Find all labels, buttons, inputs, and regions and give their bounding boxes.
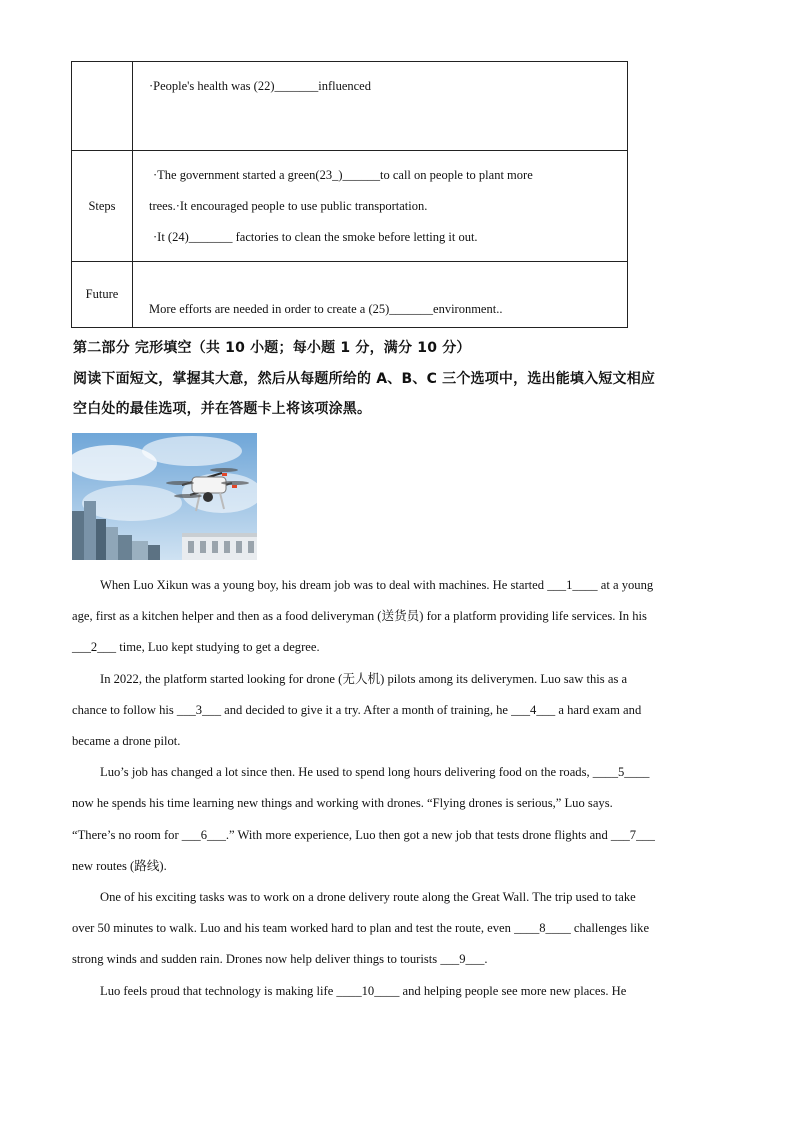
passage-line: ___2___ time, Luo kept studying to get a degree. [72, 640, 320, 655]
row-content-future [133, 262, 628, 328]
passage [72, 570, 722, 1007]
table-row-steps [72, 151, 628, 262]
passage-line: new routes (路线). [72, 858, 167, 873]
drone-photo [72, 433, 257, 560]
future-line: More efforts are needed in order to create a (25)_______environment.. [149, 302, 503, 316]
drone-over-city-image [72, 433, 257, 560]
steps-line-1: ·The government started a green(23_)______to call on people to plant more [153, 167, 533, 182]
row-label-empty [72, 62, 133, 151]
passage-line: age, first as a kitchen helper and then as a food deliveryman (送货员) for a platform providing life services. In his [72, 609, 647, 624]
passage-line: When Luo Xikun was a young boy, his dream job was to deal with machines. He started ___1____ at a young [100, 578, 654, 592]
row-label-steps: Steps [72, 151, 133, 262]
health-line: ·People's health was (22)_______influenced [149, 79, 371, 93]
table-row-health [72, 62, 628, 151]
passage-line: “There’s no room for ___6___.” With more experience, Luo then got a new job that tests drone flights and ___7___ [72, 827, 655, 842]
row-label-future: Future [72, 262, 133, 328]
passage-line: became a drone pilot. [72, 734, 181, 749]
instruction-line-1: 阅读下面短文，掌握其大意，然后从每题所给的 A、B、C 三个选项中，选出能填入短文相应 [73, 371, 656, 387]
row-content-steps [133, 151, 628, 262]
passage-line: One of his exciting tasks was to work on a drone delivery route along the Great Wall. The trip used to take [100, 890, 636, 905]
passage-line: In 2022, the platform started looking for drone (无人机) pilots among its deliverymen. Luo saw this as a [100, 671, 628, 686]
row-content-health [133, 62, 628, 151]
passage-line: Luo feels proud that technology is making life ____10____ and helping people see more new places. He [100, 983, 627, 998]
steps-line-3: ·It (24)_______ factories to clean the smoke before letting it out. [153, 229, 478, 244]
summary-table [71, 61, 628, 328]
instruction-line-2: 空白处的最佳选项，并在答题卡上将该项涂黑。 [73, 401, 372, 417]
passage-line: Luo’s job has changed a lot since then. He used to spend long hours delivering food on the roads, ____5____ [100, 765, 650, 780]
passage-line: strong winds and sudden rain. Drones now help deliver things to tourists ___9___. [72, 952, 488, 967]
steps-line-2: trees.·It encouraged people to use public transportation. [149, 198, 428, 213]
passage-line: now he spends his time learning new things and working with drones. “Flying drones is serious,” Luo says. [72, 796, 613, 811]
passage-line: over 50 minutes to walk. Luo and his team worked hard to plan and test the route, even ____8____ challenges like [72, 921, 650, 936]
passage-line: chance to follow his ___3___ and decided to give it a try. After a month of training, he ___4___ a hard exam and [72, 702, 642, 717]
table-row-future [72, 262, 628, 328]
section-title: 第二部分 完形填空（共 10 小题；每小题 1 分，满分 10 分） [73, 340, 471, 356]
